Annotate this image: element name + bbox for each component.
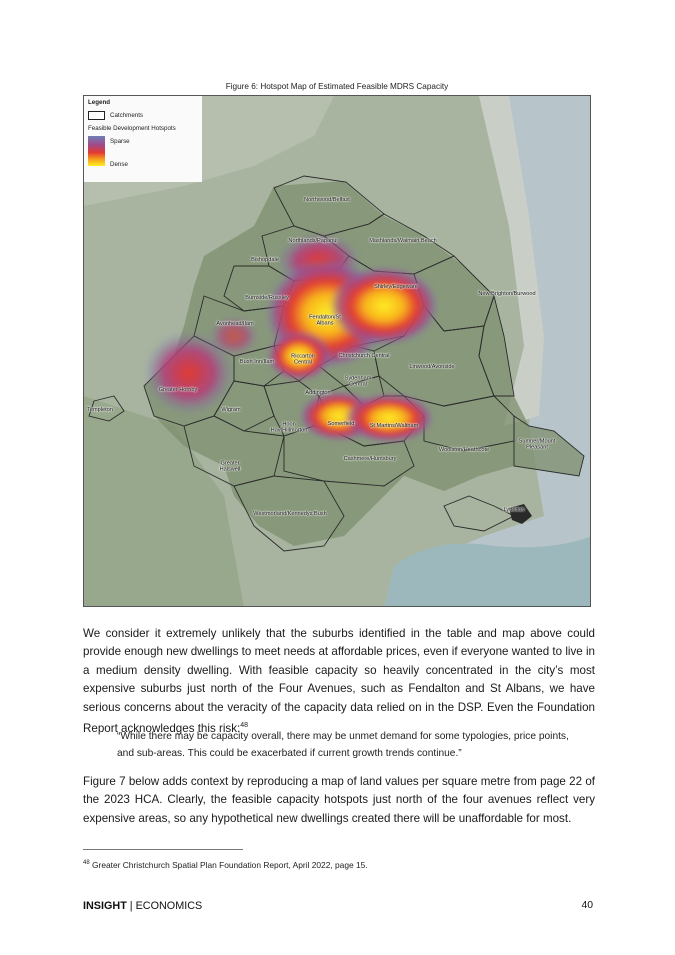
footer-brand [83,900,202,912]
paragraph-1 [83,625,595,738]
legend-dense-label: Dense [110,161,128,168]
area-label-greater-hornby: Greater Hornby [158,386,198,393]
area-label-avonhead: Avonhead/Ilam [216,320,254,327]
area-label-fendalton: Fendalton/St Albans [309,314,341,327]
area-label-westmorland: Westmorland/Kennedys Bush [253,510,327,517]
footer-brand-bold: INSIGHT [83,900,127,912]
page-number: 40 [581,900,593,911]
paragraph-1-text: We consider it extremely unlikely that the suburbs identified in the table and map above could provide enough new dwellings to meet needs at affordable prices, even if everyone wanted to live in a medium density dwelling. With feasible capacity so heavily concentrated in the city’s most expensive suburbs just north of the Four Avenues, such as Fendalton and St Albans, we have serious concerns about the veracity of the capacity data relied on in the DSP. Even the Foundation Report acknowledges this risk: [83,627,595,735]
footnote [83,860,368,870]
map-legend [84,96,202,182]
area-label-addington: Addington [305,389,331,396]
area-label-greater-halswell: Greater Halswell [219,460,241,473]
figure-title: Figure 6: Hotspot Map of Estimated Feasible MDRS Capacity [225,82,449,91]
legend-title: Legend [88,99,111,106]
area-label-shirley: Shirley/Edgeware [374,283,418,290]
area-label-northlands: Northlands/Papanui [288,237,338,244]
area-label-christchurch-central: Christchurch Central [338,352,390,359]
area-label-northwood: Northwood/Belfast [304,196,350,203]
area-label-sumner: Sumner/Mount Pleasant [518,438,556,451]
legend-sparse-label: Sparse [110,138,130,145]
legend-catchment-swatch [88,111,105,120]
area-label-sydenham: Sydenham Central [344,375,372,388]
footnote-number: 48 [83,860,90,867]
area-label-mashlands: Mashlands/Waimairi Beach [369,237,437,244]
area-label-hoon-hay: Hoon Hay/Hillmorton [270,421,308,434]
area-label-templeton: Templeton [87,406,113,413]
area-label-st-martins: St Martins/Waltham [369,422,419,429]
area-label-bishopdale: Bishopdale [251,256,279,263]
footnote-reference: 48 [240,722,249,730]
area-label-somerfield: Somerfield [327,420,355,427]
area-label-burnside: Burnside/Russley [245,294,289,301]
area-label-lyttelton: Lyttelton [503,506,525,513]
footer-separator: | [129,900,133,912]
area-label-wigram: Wigram [221,406,241,413]
area-label-bush-inn: Bush Inn/Ilam [239,358,275,365]
area-label-woolston: Woolston/Heathcote [438,446,490,453]
block-quote: “While there may be capacity overall, there may be unmet demand for some typologies, price points, and sub-areas. This could be exacerbated if current growth trends continue.” [117,731,569,759]
footer-brand-rest: ECONOMICS [135,900,203,912]
legend-catchments-label: Catchments [110,112,144,119]
footnote-text: Greater Christchurch Spatial Plan Foundation Report, April 2022, page 15. [92,860,368,870]
area-label-new-brighton: New Brighton/Burwood [478,290,536,297]
footnote-divider [83,849,243,850]
area-label-linwood: Linwood/Avonside [409,363,455,370]
area-label-cashmere: Cashmere/Huntsbury [343,455,397,462]
area-label-riccarton: Riccarton Central [291,353,315,366]
paragraph-2: Figure 7 below adds context by reproducing a map of land values per square metre from page 22 of the 2023 HCA. Clearly, the feasible capacity hotspots just north of the four avenues reflect very expensive areas, so any hypothetical new dwellings created there will be unaffordable for most. [83,775,595,825]
legend-hotspots-heading: Feasible Development Hotspots [88,125,176,132]
legend-color-ramp [88,136,105,166]
